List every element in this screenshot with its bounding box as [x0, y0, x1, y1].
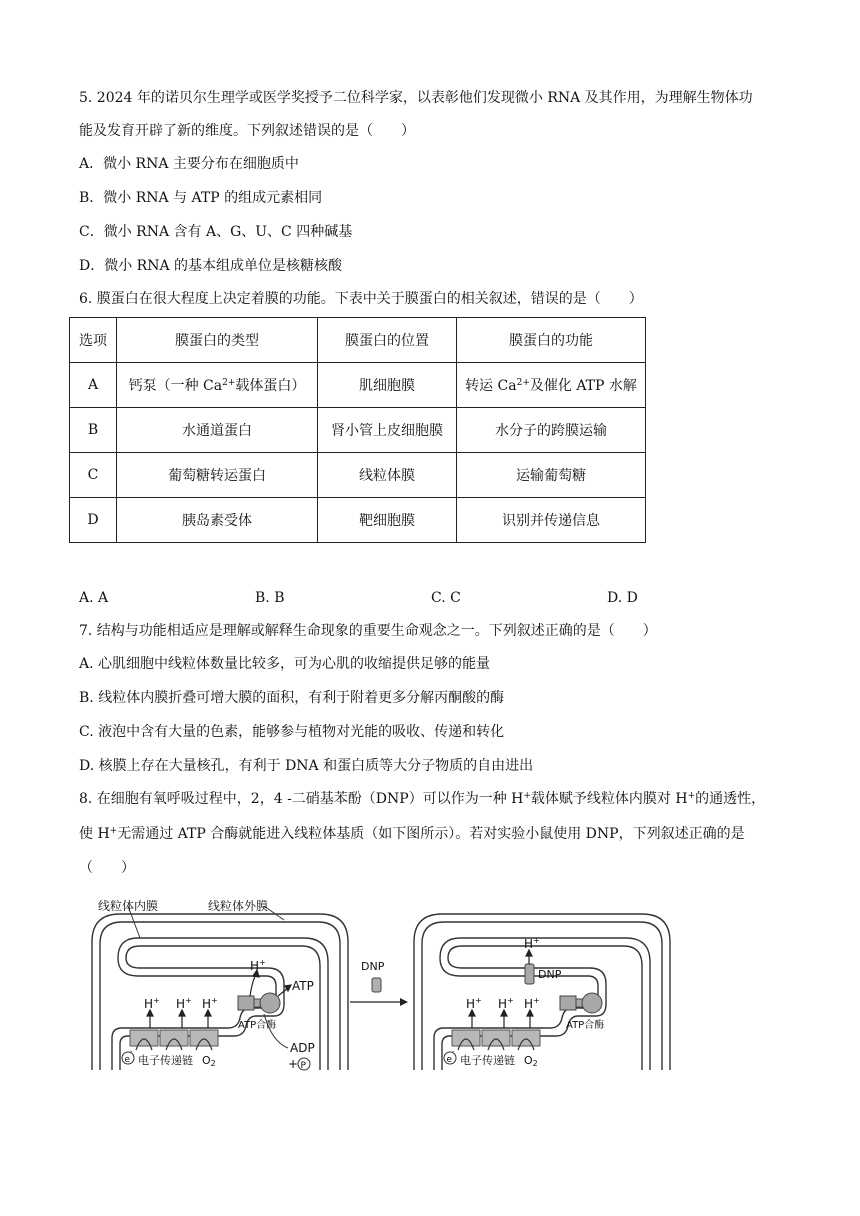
mitochondria-dnp-diagram — [78, 890, 688, 1080]
row-type: 胰岛素受体 — [117, 498, 318, 543]
right-electron-label: e — [446, 1055, 453, 1065]
left-h-plus-2: H+ — [176, 996, 192, 1011]
q6-stem: 6. 膜蛋白在很大程度上决定着膜的功能。下表中关于膜蛋白的相关叙述，错误的是（ ） — [79, 291, 643, 307]
table-row — [70, 453, 646, 498]
q5-option-b: B．微小 RNA 与 ATP 的组成元素相同 — [79, 190, 323, 206]
right-o2-label: O2 — [524, 1054, 538, 1068]
row-location: 肾小管上皮细胞膜 — [318, 408, 457, 453]
right-h-plus-1: H+ — [466, 996, 482, 1011]
left-adp-label: ADP — [290, 1041, 315, 1055]
left-etc-label: 电子传递链 — [138, 1054, 193, 1067]
row-location: 肌细胞膜 — [318, 363, 457, 408]
q5-option-d: D．微小 RNA 的基本组成单位是核糖核酸 — [79, 258, 343, 274]
label-inner-membrane: 线粒体内膜 — [98, 899, 159, 913]
row-function: 识别并传递信息 — [457, 498, 646, 543]
q6-answer-a: A. A — [79, 590, 109, 606]
right-h-plus-3: H+ — [524, 996, 540, 1011]
row-option: A — [70, 363, 117, 408]
right-dnp-label: DNP — [538, 968, 562, 981]
dnp-molecule-icon — [372, 978, 381, 992]
label-outer-membrane: 线粒体外膜 — [208, 899, 269, 913]
membrane-protein-table — [69, 317, 646, 543]
q8-stem-line-1: 8. 在细胞有氧呼吸过程中，2，4 -二硝基苯酚（DNP）可以作为一种 H+载体赋予线粒体内膜对 H+的通透性， — [79, 791, 766, 807]
row-option: D — [70, 498, 117, 543]
right-atp-synthase-label: ATP合酶 — [566, 1020, 605, 1031]
right-electron-transport-chain — [452, 1030, 540, 1050]
q6-answer-c: C. C — [431, 590, 461, 606]
right-h-plus-dnp: H+ — [524, 936, 540, 951]
right-etc-label: 电子传递链 — [460, 1054, 515, 1067]
row-option: C — [70, 453, 117, 498]
q6-answer-d: D. D — [607, 590, 638, 606]
row-location: 线粒体膜 — [318, 453, 457, 498]
header-location: 膜蛋白的位置 — [318, 318, 457, 363]
left-electron-label: e — [124, 1055, 131, 1065]
q8-stem-line-3: （ ） — [79, 860, 135, 876]
q5-stem-line-1: 5. 2024 年的诺贝尔生理学或医学奖授予二位科学家，以表彰他们发现微小 RNA 及其作用，为理解生物体功 — [79, 90, 753, 106]
q7-option-b: B. 线粒体内膜折叠可增大膜的面积，有利于附着更多分解丙酮酸的酶 — [79, 690, 505, 706]
svg-text:-: - — [130, 1048, 133, 1056]
q7-stem: 7. 结构与功能相适应是理解或解释生命现象的重要生命观念之一。下列叙述正确的是（ ） — [79, 623, 657, 639]
left-h-plus-atp: H+ — [250, 958, 266, 973]
q5-stem-line-2: 能及发育开辟了新的维度。下列叙述错误的是（ ） — [79, 123, 415, 139]
table-row — [70, 498, 646, 543]
row-type: 水通道蛋白 — [117, 408, 318, 453]
table-header-row — [70, 318, 646, 363]
row-function: 水分子的跨膜运输 — [457, 408, 646, 453]
right-atp-synthase — [560, 993, 602, 1013]
row-option: B — [70, 408, 117, 453]
q7-option-a: A. 心肌细胞中线粒体数量比较多，可为心肌的收缩提供足够的能量 — [79, 656, 491, 672]
right-dnp-channel — [525, 964, 534, 984]
left-h-plus-3: H+ — [202, 996, 218, 1011]
header-type: 膜蛋白的类型 — [117, 318, 318, 363]
left-h-plus-1: H+ — [144, 996, 160, 1011]
row-function: 运输葡萄糖 — [457, 453, 646, 498]
right-h-plus-2: H+ — [498, 996, 514, 1011]
left-atp-synthase — [238, 993, 280, 1013]
dnp-arrow-label: DNP — [361, 960, 385, 973]
row-location: 靶细胞膜 — [318, 498, 457, 543]
q6-answer-b: B. B — [255, 590, 285, 606]
left-o2-label: O2 — [202, 1054, 216, 1068]
left-electron-transport-chain — [130, 1030, 218, 1050]
q7-option-c: C. 液泡中含有大量的色素，能够参与植物对光能的吸收、传递和转化 — [79, 724, 505, 740]
q5-option-c: C．微小 RNA 含有 A、G、U、C 四种碱基 — [79, 224, 353, 240]
left-atp-label: ATP — [292, 979, 314, 993]
row-type: 葡萄糖转运蛋白 — [117, 453, 318, 498]
row-type: 钙泵（一种 $Ca^{2+}$载体蛋白） — [117, 363, 318, 408]
header-function: 膜蛋白的功能 — [457, 318, 646, 363]
q7-option-d: D. 核膜上存在大量核孔，有利于 DNA 和蛋白质等大分子物质的自由进出 — [79, 758, 534, 774]
header-option: 选项 — [70, 318, 117, 363]
row-function: 转运 $Ca^{2+}$及催化 ATP 水解 — [457, 363, 646, 408]
table-row — [70, 408, 646, 453]
left-pi-plus: + — [288, 1057, 299, 1071]
left-atp-synthase-label: ATP合酶 — [238, 1020, 277, 1031]
q8-stem-line-2: 使 H+无需通过 ATP 合酶就能进入线粒体基质（如下图所示）。若对实验小鼠使用 DNP，下列叙述正确的是 — [79, 826, 745, 842]
left-pi-label: P — [300, 1061, 306, 1071]
q5-option-a: A．微小 RNA 主要分布在细胞质中 — [79, 156, 299, 172]
table-row — [70, 363, 646, 408]
svg-text:-: - — [452, 1048, 455, 1056]
